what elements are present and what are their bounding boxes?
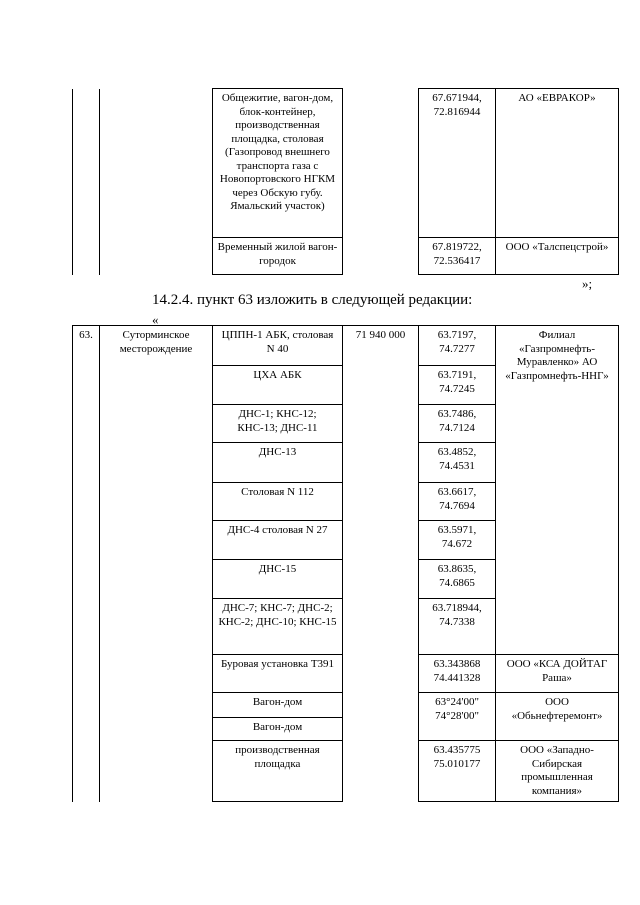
cell-coords: 67.819722, 72.536417: [419, 238, 496, 275]
cell-coords: 63.435775 75.010177: [419, 741, 496, 802]
closing-quote: »;: [582, 276, 593, 291]
cell-number: [73, 238, 100, 275]
cell-object: ДНС-4 столовая N 27: [213, 521, 343, 560]
cell-object: производственная площадка: [213, 741, 343, 802]
table-item-63: [72, 325, 619, 802]
cell-object: ДНС-1; КНС-12; КНС-13; ДНС-11: [213, 405, 343, 443]
cell-coords: 63.7486, 74.7124: [419, 405, 496, 443]
cell-oktmo: 71 940 000: [343, 326, 419, 802]
cell-object: ЦХА АБК: [213, 366, 343, 405]
cell-owner: АО «ЕВРАКОР»: [496, 89, 619, 238]
cell-object: Общежитие, вагон-дом, блок-контейнер, производственная площадка, столовая (Газопровод внешнего транспорта газа с Новопортовского НГКМ через Обскую губу. Ямальский участок): [213, 89, 343, 238]
cell-owner: ООО «КСА ДОЙТАГ Раша»: [496, 655, 619, 693]
cell-object: ДНС-7; КНС-7; ДНС-2; КНС-2; ДНС-10; КНС-15: [213, 599, 343, 655]
cell-object: ЦППН-1 АБК, столовая N 40: [213, 326, 343, 366]
cell-object: ДНС-13: [213, 443, 343, 483]
cell-coords: 63.5971, 74.672: [419, 521, 496, 560]
cell-object: Вагон-дом: [213, 718, 343, 741]
cell-owner: ООО «Западно-Сибирская промышленная компания»: [496, 741, 619, 802]
cell-owner: ООО «Обьнефтеремонт»: [496, 693, 619, 741]
cell-object: ДНС-15: [213, 560, 343, 599]
cell-oktmo: [343, 89, 419, 238]
amendment-paragraph: 14.2.4. пункт 63 изложить в следующей редакции:: [152, 292, 473, 308]
cell-owner: ООО «Талспецстрой»: [496, 238, 619, 275]
cell-field: Суторминское месторождение: [100, 326, 213, 802]
cell-coords: 63.4852, 74.4531: [419, 443, 496, 483]
cell-coords: 63.7191, 74.7245: [419, 366, 496, 405]
cell-coords: 67.671944, 72.816944: [419, 89, 496, 238]
opening-quote: «: [152, 312, 159, 327]
cell-coords: 63.718944, 74.7338: [419, 599, 496, 655]
cell-coords: 63.7197, 74.7277: [419, 326, 496, 366]
cell-object: Вагон-дом: [213, 693, 343, 718]
cell-oktmo: [343, 238, 419, 275]
cell-number: [73, 89, 100, 238]
cell-object: Временный жилой вагон-городок: [213, 238, 343, 275]
cell-field: [100, 238, 213, 275]
cell-coords: 63.8635, 74.6865: [419, 560, 496, 599]
cell-object: Буровая установка Т391: [213, 655, 343, 693]
cell-coords: 63.6617, 74.7694: [419, 483, 496, 521]
cell-coords: 63.343868 74.441328: [419, 655, 496, 693]
cell-object: Столовая N 112: [213, 483, 343, 521]
cell-owner-group: Филиал «Газпромнефть-Муравленко» АО «Газпромнефть-ННГ»: [496, 326, 619, 655]
cell-field: [100, 89, 213, 238]
cell-coords: 63°24'00" 74°28'00": [419, 693, 496, 741]
table-continuation: [72, 88, 619, 275]
cell-number: 63.: [73, 326, 100, 802]
